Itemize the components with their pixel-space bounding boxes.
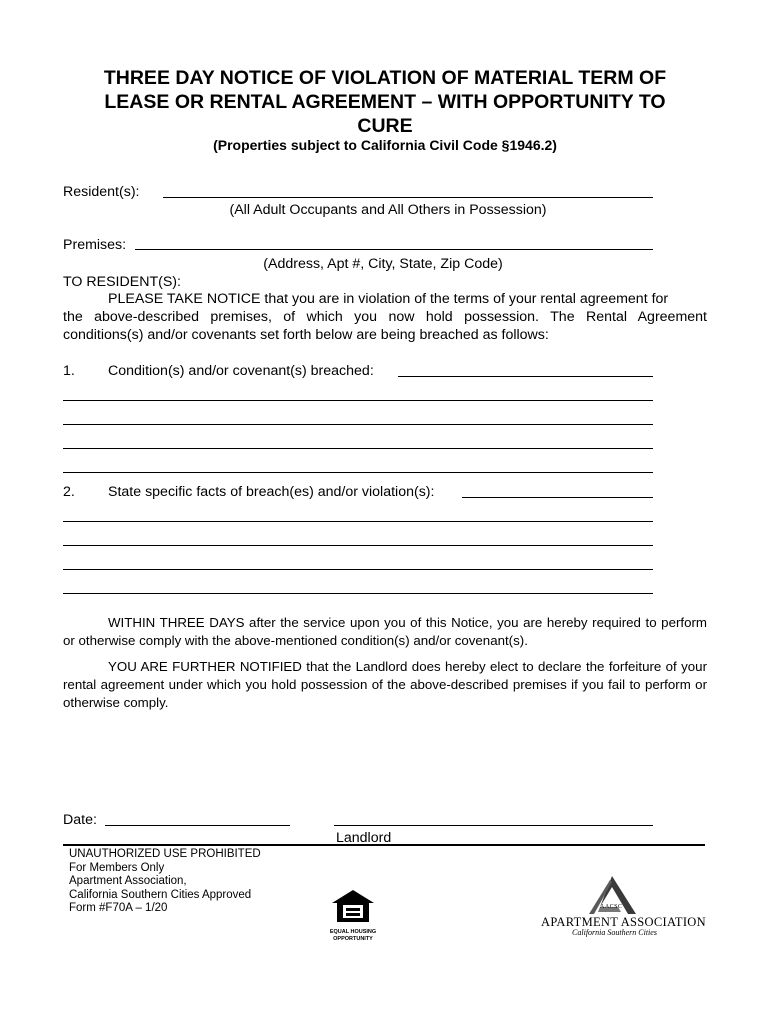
item-2-label: State specific facts of breach(es) and/or violation(s): — [108, 484, 435, 500]
residents-caption: (All Adult Occupants and All Others in Possession) — [229, 202, 547, 218]
date-label: Date: — [63, 812, 97, 828]
title-line-2: LEASE OR RENTAL AGREEMENT – WITH OPPORTUNITY TO — [104, 91, 666, 113]
equal-housing-logo — [330, 888, 376, 940]
footer-divider — [63, 844, 705, 846]
item-1-line[interactable] — [63, 424, 653, 425]
equal-housing-text: EQUAL HOUSING OPPORTUNITY — [329, 929, 377, 942]
item-2-line[interactable] — [63, 521, 653, 522]
item-1-line[interactable] — [63, 472, 653, 473]
to-residents-heading: TO RESIDENT(S): — [63, 274, 181, 290]
item-2-field[interactable] — [462, 497, 653, 498]
document-subtitle: (Properties subject to California Civil Code §1946.2) — [213, 137, 557, 153]
item-1-line[interactable] — [63, 400, 653, 401]
association-mark-text: AACSC — [600, 904, 623, 910]
notice-line-1: PLEASE TAKE NOTICE that you are in violation of the terms of your rental agreement for — [108, 291, 669, 307]
item-1-field[interactable] — [398, 376, 653, 377]
association-name: APARTMENT ASSOCIATION — [541, 915, 706, 929]
landlord-signature-field[interactable] — [334, 825, 653, 826]
footer-line-2: For Members Only — [69, 861, 165, 874]
item-2-number: 2. — [63, 484, 75, 500]
document-title — [60, 66, 710, 138]
item-2-line[interactable] — [63, 569, 653, 570]
landlord-label: Landlord — [336, 830, 392, 846]
notice-line-2: the above-described premises, of which you now hold possession. The Rental Agreement — [63, 309, 707, 325]
footer-line-1: UNAUTHORIZED USE PROHIBITED — [69, 848, 261, 860]
footer-notice — [69, 848, 261, 916]
within-three-days-paragraph: WITHIN THREE DAYS after the service upon you of this Notice, you are hereby required to perform or otherwise comply with the above-mentioned condition(s) and/or covenant(s). — [63, 615, 707, 648]
residents-field[interactable] — [163, 197, 653, 198]
title-line-3: CURE — [357, 115, 413, 137]
notice-line-3: conditions(s) and/or covenants set forth below are being breached as follows: — [63, 327, 549, 343]
item-2-line[interactable] — [63, 545, 653, 546]
premises-field[interactable] — [135, 249, 653, 250]
item-1-line[interactable] — [63, 448, 653, 449]
premises-caption: (Address, Apt #, City, State, Zip Code) — [263, 256, 503, 272]
apartment-association-logo — [538, 874, 706, 938]
residents-label: Resident(s): — [63, 184, 140, 200]
association-subname: California Southern Cities — [572, 928, 657, 937]
footer-line-4: California Southern Cities Approved — [69, 888, 252, 901]
title-line-1: THREE DAY NOTICE OF VIOLATION OF MATERIAL TERM OF — [103, 67, 667, 89]
item-1-label: Condition(s) and/or covenant(s) breached: — [108, 363, 374, 379]
footer-line-3: Apartment Association, — [69, 875, 187, 887]
footer-line-5: Form #F70A – 1/20 — [69, 902, 168, 914]
premises-label: Premises: — [63, 237, 127, 253]
date-field[interactable] — [105, 825, 290, 826]
item-2-line[interactable] — [63, 593, 653, 594]
equal-housing-icon — [330, 888, 376, 924]
item-1-number: 1. — [63, 363, 75, 379]
further-notified-paragraph: YOU ARE FURTHER NOTIFIED that the Landlord does hereby elect to declare the forfeiture of your rental agreement under which you hold possession of the above-described premises if you fail to perform or otherwise comply. — [63, 659, 707, 710]
